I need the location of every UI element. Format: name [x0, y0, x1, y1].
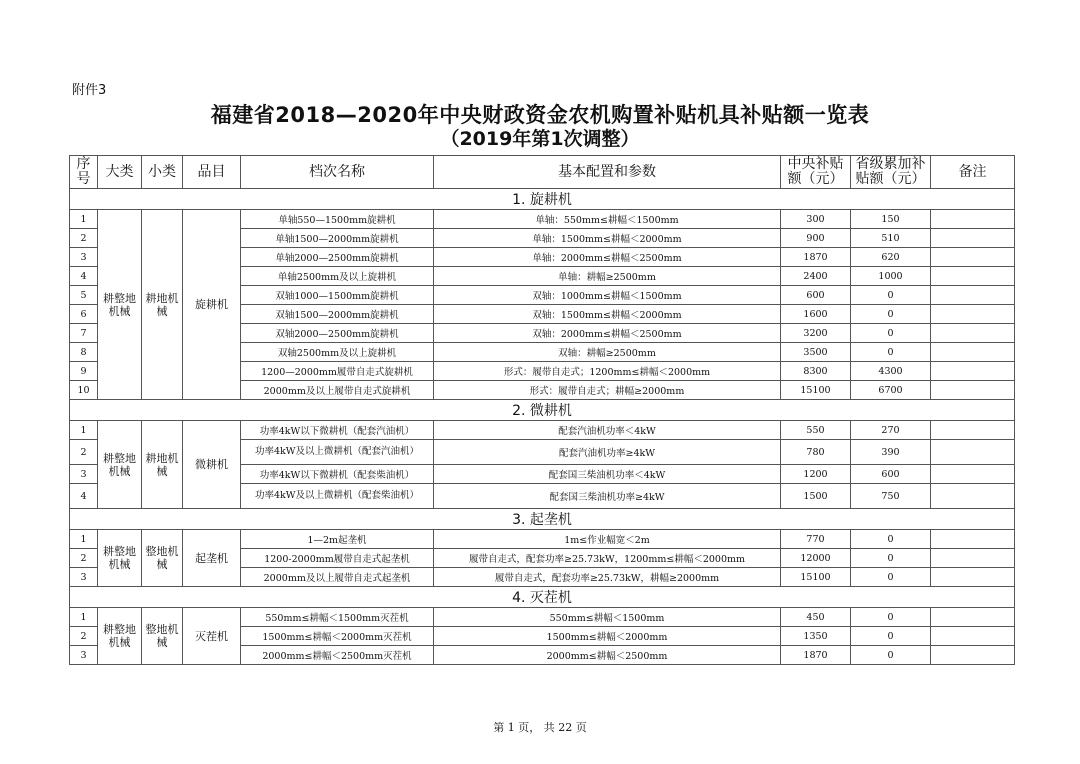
- remarks-cell: [931, 440, 1015, 465]
- config-cell: 履带自走式，配套功率≥25.73kW，耕幅≥2000mm: [434, 568, 781, 587]
- row-number: 2: [70, 440, 98, 465]
- provincial-subsidy-cell: 0: [851, 324, 931, 343]
- remarks-cell: [931, 381, 1015, 400]
- config-cell: 2000mm≤耕幅＜2500mm: [434, 646, 781, 665]
- table-header-row: [70, 156, 1015, 189]
- row-number: 1: [70, 210, 98, 229]
- central-subsidy-cell: 2400: [781, 267, 851, 286]
- row-number: 1: [70, 421, 98, 440]
- page-title: 福建省2018—2020年中央财政资金农机购置补贴机具补贴额一览表: [210, 103, 870, 127]
- section-header-row: [70, 587, 1015, 608]
- remarks-cell: [931, 530, 1015, 549]
- config-cell: 1m≤作业幅宽＜2m: [434, 530, 781, 549]
- tier-name-cell: 1500mm≤耕幅＜2000mm灭茬机: [241, 627, 434, 646]
- remarks-cell: [931, 305, 1015, 324]
- config-cell: 单轴：1500mm≤耕幅＜2000mm: [434, 229, 781, 248]
- row-number: 8: [70, 343, 98, 362]
- category-cell: 耕整地机械: [98, 421, 142, 509]
- row-number: 5: [70, 286, 98, 305]
- central-subsidy-cell: 600: [781, 286, 851, 305]
- config-cell: 配套国三柴油机功率≥4kW: [434, 484, 781, 509]
- table-row: [70, 608, 1015, 627]
- row-number: 6: [70, 305, 98, 324]
- row-number: 1: [70, 530, 98, 549]
- config-cell: 单轴：2000mm≤耕幅＜2500mm: [434, 248, 781, 267]
- header-cell: 中央补贴额（元）: [781, 156, 851, 189]
- section-title: 1. 旋耕机: [70, 189, 1015, 210]
- remarks-cell: [931, 484, 1015, 509]
- config-cell: 配套国三柴油机功率＜4kW: [434, 465, 781, 484]
- section-header-row: [70, 509, 1015, 530]
- section-header-row: [70, 400, 1015, 421]
- tier-name-cell: 1—2m起垄机: [241, 530, 434, 549]
- tier-name-cell: 功率4kW及以上微耕机（配套柴油机）: [241, 484, 434, 509]
- config-cell: 550mm≤耕幅＜1500mm: [434, 608, 781, 627]
- subcategory-cell: 整地机械: [142, 608, 183, 665]
- header-cell: 小类: [142, 156, 183, 189]
- config-cell: 单轴：550mm≤耕幅＜1500mm: [434, 210, 781, 229]
- section-title: 2. 微耕机: [70, 400, 1015, 421]
- header-cell: 大类: [98, 156, 142, 189]
- remarks-cell: [931, 210, 1015, 229]
- remarks-cell: [931, 324, 1015, 343]
- row-number: 2: [70, 229, 98, 248]
- row-number: 2: [70, 549, 98, 568]
- config-cell: 形式：履带自走式；耕幅≥2000mm: [434, 381, 781, 400]
- provincial-subsidy-cell: 1000: [851, 267, 931, 286]
- table-body: [70, 189, 1015, 665]
- remarks-cell: [931, 608, 1015, 627]
- header-cell: 基本配置和参数: [434, 156, 781, 189]
- tier-name-cell: 功率4kW以下微耕机（配套汽油机）: [241, 421, 434, 440]
- provincial-subsidy-cell: 390: [851, 440, 931, 465]
- central-subsidy-cell: 3500: [781, 343, 851, 362]
- row-number: 4: [70, 267, 98, 286]
- item-cell: 起垄机: [183, 530, 241, 587]
- provincial-subsidy-cell: 0: [851, 530, 931, 549]
- provincial-subsidy-cell: 0: [851, 549, 931, 568]
- provincial-subsidy-cell: 6700: [851, 381, 931, 400]
- section-title: 3. 起垄机: [70, 509, 1015, 530]
- row-number: 1: [70, 608, 98, 627]
- provincial-subsidy-cell: 150: [851, 210, 931, 229]
- remarks-cell: [931, 229, 1015, 248]
- central-subsidy-cell: 1870: [781, 646, 851, 665]
- row-number: 4: [70, 484, 98, 509]
- provincial-subsidy-cell: 750: [851, 484, 931, 509]
- central-subsidy-cell: 550: [781, 421, 851, 440]
- subcategory-cell: 整地机械: [142, 530, 183, 587]
- tier-name-cell: 双轴1000—1500mm旋耕机: [241, 286, 434, 305]
- provincial-subsidy-cell: 0: [851, 305, 931, 324]
- remarks-cell: [931, 267, 1015, 286]
- row-number: 2: [70, 627, 98, 646]
- config-cell: 双轴：1000mm≤耕幅＜1500mm: [434, 286, 781, 305]
- config-cell: 单轴：耕幅≥2500mm: [434, 267, 781, 286]
- central-subsidy-cell: 15100: [781, 568, 851, 587]
- central-subsidy-cell: 900: [781, 229, 851, 248]
- central-subsidy-cell: 12000: [781, 549, 851, 568]
- remarks-cell: [931, 465, 1015, 484]
- provincial-subsidy-cell: 0: [851, 646, 931, 665]
- config-cell: 履带自走式，配套功率≥25.73kW，1200mm≤耕幅＜2000mm: [434, 549, 781, 568]
- provincial-subsidy-cell: 0: [851, 343, 931, 362]
- remarks-cell: [931, 568, 1015, 587]
- central-subsidy-cell: 1350: [781, 627, 851, 646]
- tier-name-cell: 2000mm及以上履带自走式起垄机: [241, 568, 434, 587]
- tier-name-cell: 1200-2000mm履带自走式起垄机: [241, 549, 434, 568]
- row-number: 10: [70, 381, 98, 400]
- tier-name-cell: 单轴550—1500mm旋耕机: [241, 210, 434, 229]
- row-number: 3: [70, 248, 98, 267]
- table-row: [70, 210, 1015, 229]
- provincial-subsidy-cell: 510: [851, 229, 931, 248]
- provincial-subsidy-cell: 4300: [851, 362, 931, 381]
- config-cell: 1500mm≤耕幅＜2000mm: [434, 627, 781, 646]
- tier-name-cell: 双轴2000—2500mm旋耕机: [241, 324, 434, 343]
- table-row: [70, 530, 1015, 549]
- tier-name-cell: 1200—2000mm履带自走式旋耕机: [241, 362, 434, 381]
- tier-name-cell: 单轴2000—2500mm旋耕机: [241, 248, 434, 267]
- central-subsidy-cell: 1870: [781, 248, 851, 267]
- tier-name-cell: 功率4kW以下微耕机（配套柴油机）: [241, 465, 434, 484]
- item-cell: 微耕机: [183, 421, 241, 509]
- category-cell: 耕整地机械: [98, 608, 142, 665]
- remarks-cell: [931, 343, 1015, 362]
- provincial-subsidy-cell: 0: [851, 568, 931, 587]
- header-cell: 档次名称: [241, 156, 434, 189]
- provincial-subsidy-cell: 620: [851, 248, 931, 267]
- central-subsidy-cell: 770: [781, 530, 851, 549]
- page-footer: 第 1 页， 共 22 页: [493, 721, 587, 734]
- config-cell: 配套汽油机功率＜4kW: [434, 421, 781, 440]
- config-cell: 双轴：2000mm≤耕幅＜2500mm: [434, 324, 781, 343]
- item-cell: 旋耕机: [183, 210, 241, 400]
- header-cell: 省级累加补贴额（元）: [851, 156, 931, 189]
- tier-name-cell: 单轴1500—2000mm旋耕机: [241, 229, 434, 248]
- tier-name-cell: 550mm≤耕幅＜1500mm灭茬机: [241, 608, 434, 627]
- remarks-cell: [931, 421, 1015, 440]
- provincial-subsidy-cell: 0: [851, 608, 931, 627]
- tier-name-cell: 2000mm及以上履带自走式旋耕机: [241, 381, 434, 400]
- central-subsidy-cell: 300: [781, 210, 851, 229]
- central-subsidy-cell: 8300: [781, 362, 851, 381]
- tier-name-cell: 双轴2500mm及以上旋耕机: [241, 343, 434, 362]
- tier-name-cell: 双轴1500—2000mm旋耕机: [241, 305, 434, 324]
- provincial-subsidy-cell: 0: [851, 627, 931, 646]
- provincial-subsidy-cell: 0: [851, 286, 931, 305]
- row-number: 3: [70, 646, 98, 665]
- header-cell: 品目: [183, 156, 241, 189]
- remarks-cell: [931, 362, 1015, 381]
- central-subsidy-cell: 3200: [781, 324, 851, 343]
- tier-name-cell: 功率4kW及以上微耕机（配套汽油机）: [241, 440, 434, 465]
- central-subsidy-cell: 780: [781, 440, 851, 465]
- table-row: [70, 421, 1015, 440]
- config-cell: 形式：履带自走式；1200mm≤耕幅＜2000mm: [434, 362, 781, 381]
- provincial-subsidy-cell: 270: [851, 421, 931, 440]
- tier-name-cell: 2000mm≤耕幅＜2500mm灭茬机: [241, 646, 434, 665]
- config-cell: 双轴：1500mm≤耕幅＜2000mm: [434, 305, 781, 324]
- row-number: 3: [70, 568, 98, 587]
- attachment-label: 附件3: [72, 83, 107, 98]
- config-cell: 配套汽油机功率≥4kW: [434, 440, 781, 465]
- remarks-cell: [931, 286, 1015, 305]
- central-subsidy-cell: 450: [781, 608, 851, 627]
- subcategory-cell: 耕地机械: [142, 210, 183, 400]
- page-subtitle: （2019年第1次调整）: [440, 128, 640, 150]
- remarks-cell: [931, 549, 1015, 568]
- remarks-cell: [931, 627, 1015, 646]
- section-title: 4. 灭茬机: [70, 587, 1015, 608]
- row-number: 3: [70, 465, 98, 484]
- central-subsidy-cell: 1500: [781, 484, 851, 509]
- remarks-cell: [931, 646, 1015, 665]
- config-cell: 双轴：耕幅≥2500mm: [434, 343, 781, 362]
- central-subsidy-cell: 1600: [781, 305, 851, 324]
- category-cell: 耕整地机械: [98, 530, 142, 587]
- section-header-row: [70, 189, 1015, 210]
- category-cell: 耕整地机械: [98, 210, 142, 400]
- provincial-subsidy-cell: 600: [851, 465, 931, 484]
- remarks-cell: [931, 248, 1015, 267]
- header-cell: 序号: [70, 156, 98, 189]
- central-subsidy-cell: 15100: [781, 381, 851, 400]
- header-cell: 备注: [931, 156, 1015, 189]
- subsidy-table: [69, 155, 1015, 665]
- subcategory-cell: 耕地机械: [142, 421, 183, 509]
- central-subsidy-cell: 1200: [781, 465, 851, 484]
- tier-name-cell: 单轴2500mm及以上旋耕机: [241, 267, 434, 286]
- row-number: 9: [70, 362, 98, 381]
- item-cell: 灭茬机: [183, 608, 241, 665]
- row-number: 7: [70, 324, 98, 343]
